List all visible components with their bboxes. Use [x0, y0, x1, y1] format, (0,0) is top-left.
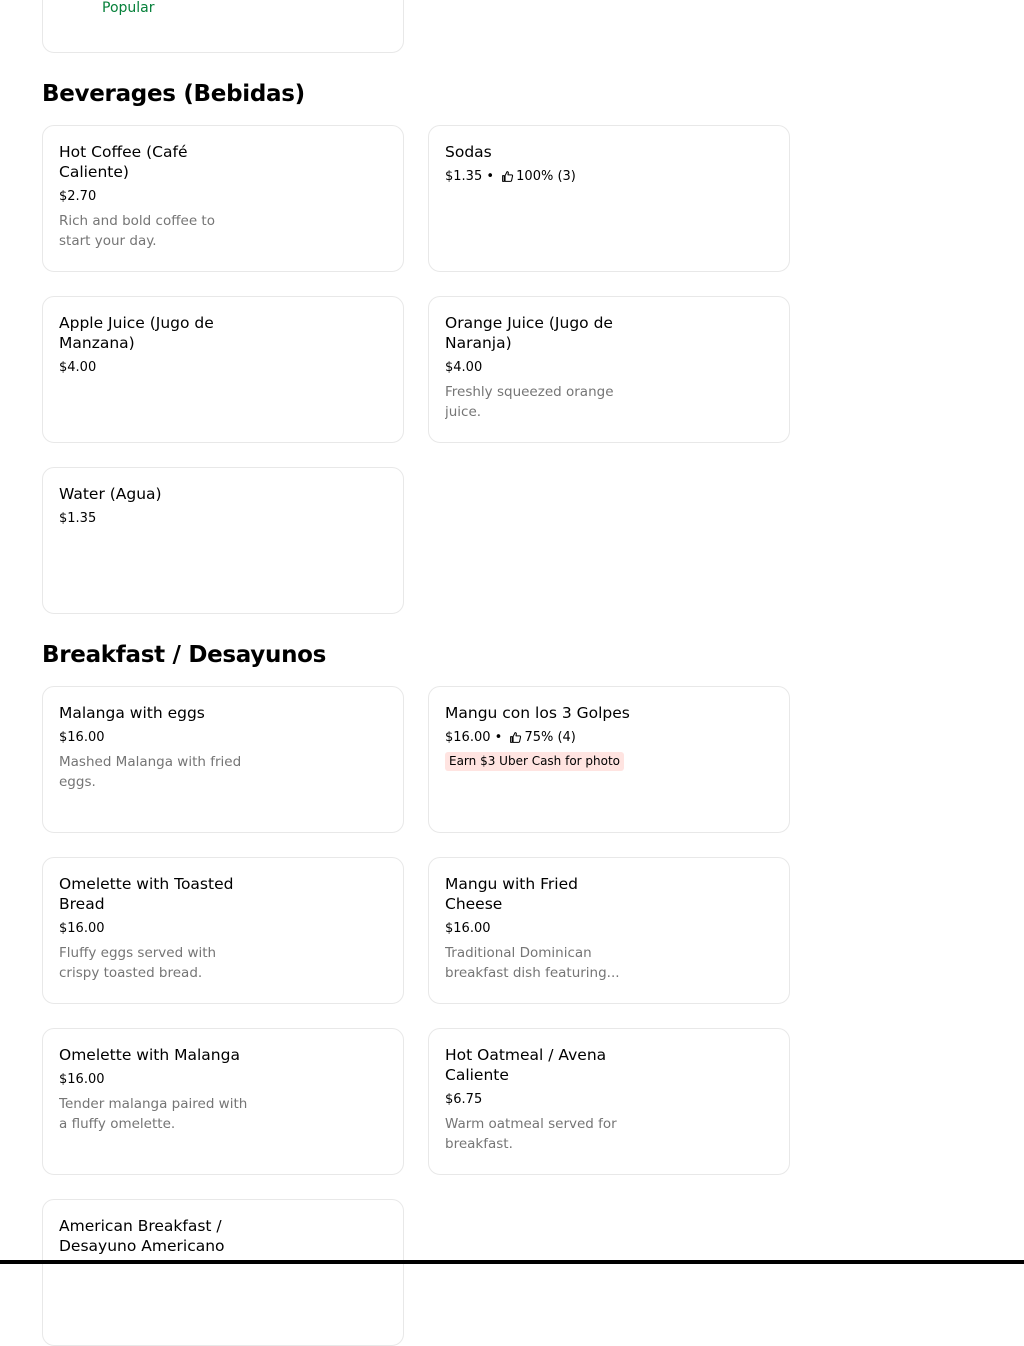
item-name: Omelette with Malanga	[59, 1046, 240, 1064]
item-meta	[445, 358, 635, 377]
item-name: Water (Agua)	[59, 485, 162, 503]
item-description: Rich and bold coffee to start your day.	[59, 213, 215, 249]
item-name: Sodas	[445, 143, 492, 161]
bottom-bar	[0, 1260, 1024, 1264]
item-price: $16.00	[59, 921, 105, 936]
menu-item-water[interactable]	[42, 467, 404, 614]
item-name: Apple Juice (Jugo de Manzana)	[59, 314, 214, 352]
promo-badge: Earn $3 Uber Cash for photo	[445, 752, 624, 771]
menu-item-hot-coffee[interactable]	[42, 125, 404, 272]
item-price: $16.00	[445, 730, 491, 745]
item-description: Tender malanga paired with a fluffy omelette.	[59, 1096, 248, 1132]
item-name: American Breakfast / Desayuno Americano	[59, 1217, 225, 1255]
item-description: Mashed Malanga with fried eggs.	[59, 754, 242, 790]
menu-item-apple-juice[interactable]	[42, 296, 404, 443]
item-meta	[445, 1090, 635, 1109]
menu-item-orange-juice[interactable]	[428, 296, 790, 443]
item-meta	[59, 187, 249, 206]
thumbs-up-icon	[501, 170, 514, 183]
menu-item-american-breakfast[interactable]	[42, 1199, 404, 1346]
item-price: $1.35	[59, 511, 97, 526]
item-description: Fluffy eggs served with crispy toasted bread.	[59, 945, 217, 981]
item-name: Hot Oatmeal / Avena Caliente	[445, 1046, 607, 1084]
item-price: $1.35	[445, 169, 483, 184]
item-price: $2.70	[59, 189, 97, 204]
menu-item-mangu-fried-cheese[interactable]	[428, 857, 790, 1004]
item-name: Malanga with eggs	[59, 704, 205, 722]
item-meta	[445, 728, 745, 747]
item-rating: 100% (3)	[516, 169, 576, 184]
item-description: Warm oatmeal served for breakfast.	[445, 1116, 617, 1152]
menu-item-sodas[interactable]	[428, 125, 790, 272]
item-meta	[59, 728, 249, 747]
menu-item-card[interactable]	[42, 0, 404, 53]
menu-item-hot-oatmeal[interactable]	[428, 1028, 790, 1175]
item-name: Omelette with Toasted Bread	[59, 875, 234, 913]
item-meta	[445, 919, 635, 938]
item-meta	[445, 167, 745, 186]
item-price: $6.75	[445, 1092, 483, 1107]
item-meta	[59, 509, 249, 528]
item-price: $16.00	[59, 1072, 105, 1087]
item-name: Mangu con los 3 Golpes	[445, 704, 630, 722]
menu-item-omelette-toasted-bread[interactable]	[42, 857, 404, 1004]
item-meta	[59, 358, 249, 377]
thumbs-up-icon	[509, 731, 522, 744]
item-meta	[59, 919, 249, 938]
item-name: Orange Juice (Jugo de Naranja)	[445, 314, 613, 352]
meta-separator: •	[482, 169, 499, 184]
item-meta	[59, 1070, 249, 1089]
menu-item-omelette-malanga[interactable]	[42, 1028, 404, 1175]
menu-item-mangu-3-golpes[interactable]	[428, 686, 790, 833]
item-description: Freshly squeezed orange juice.	[445, 384, 614, 420]
item-description: Traditional Dominican breakfast dish featuring...	[445, 945, 620, 981]
section-title-breakfast: Breakfast / Desayunos	[42, 642, 327, 668]
section-title-beverages: Beverages (Bebidas)	[42, 81, 305, 107]
item-name: Hot Coffee (Café Caliente)	[59, 143, 188, 181]
menu-item-malanga-eggs[interactable]	[42, 686, 404, 833]
item-price: $16.00	[445, 921, 491, 936]
item-price: $16.00	[59, 730, 105, 745]
item-price: $4.00	[59, 360, 97, 375]
meta-separator: •	[490, 730, 507, 745]
popular-tag: Popular	[102, 0, 155, 16]
item-price: $4.00	[445, 360, 483, 375]
item-name: Mangu with Fried Cheese	[445, 875, 578, 913]
item-rating: 75% (4)	[524, 730, 576, 745]
